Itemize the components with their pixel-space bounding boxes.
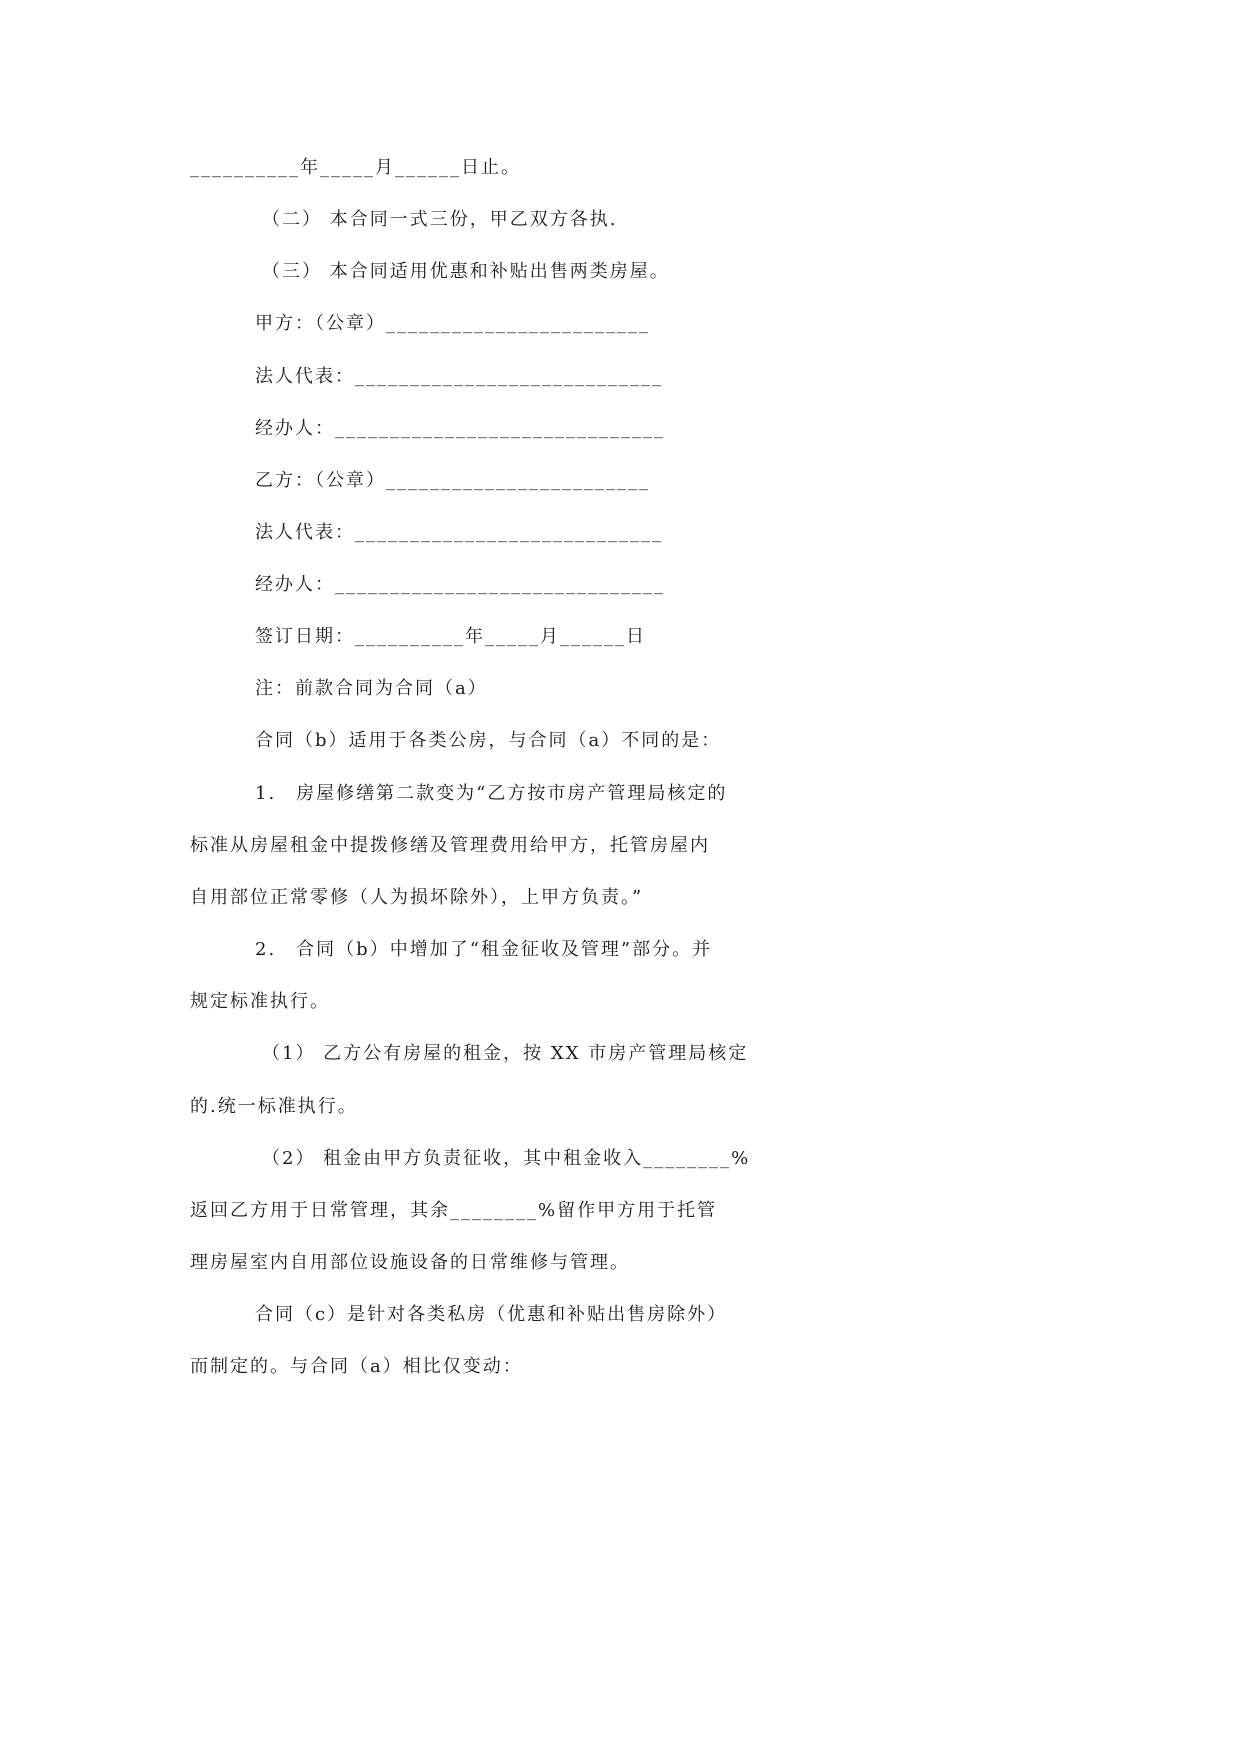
signature-line: 甲方：（公章）________________________ — [255, 313, 650, 334]
paragraph-line: 2. 合同（b）中增加了“租金征收及管理”部分。并 — [255, 939, 713, 960]
paragraph-line: 标准从房屋租金中提拨修缮及管理费用给甲方，托管房屋内 — [190, 835, 710, 856]
paragraph-line: 返回乙方用于日常管理，其余________%留作甲方用于托管 — [190, 1200, 718, 1221]
paragraph-line: （1） 乙方公有房屋的租金，按 XX 市房产管理局核定 — [262, 1043, 749, 1064]
paragraph-line: 合同（b）适用于各类公房，与合同（a）不同的是： — [255, 730, 722, 751]
paragraph-line: （二） 本合同一式三份，甲乙双方各执. — [262, 209, 618, 230]
signature-line: 经办人：______________________________ — [255, 574, 665, 595]
signature-line: 经办人：______________________________ — [255, 418, 665, 439]
signature-line: 法人代表：____________________________ — [255, 522, 663, 543]
paragraph-line: 合同（c）是针对各类私房（优惠和补贴出售房除外） — [255, 1304, 728, 1325]
paragraph-line: 1. 房屋修缮第二款变为“乙方按市房产管理局核定的 — [255, 783, 728, 804]
note-line: 注：前款合同为合同（a） — [255, 678, 488, 699]
paragraph-line: __________年_____月______日止。 — [190, 157, 521, 178]
signature-line: 法人代表：____________________________ — [255, 366, 663, 387]
paragraph-line: 的.统一标准执行。 — [190, 1096, 358, 1117]
paragraph-line: 自用部位正常零修（人为损坏除外），上甲方负责。” — [190, 887, 644, 908]
paragraph-line: 理房屋室内自用部位设施设备的日常维修与管理。 — [190, 1252, 630, 1273]
signature-line: 乙方：（公章）________________________ — [255, 470, 650, 491]
signing-date-line: 签订日期：__________年_____月______日 — [255, 626, 646, 647]
paragraph-line: 而制定的。与合同（a）相比仅变动： — [190, 1356, 523, 1377]
paragraph-line: 规定标准执行。 — [190, 991, 330, 1012]
paragraph-line: （2） 租金由甲方负责征收，其中租金收入________% — [262, 1148, 751, 1169]
paragraph-line: （三） 本合同适用优惠和补贴出售两类房屋。 — [262, 261, 670, 282]
